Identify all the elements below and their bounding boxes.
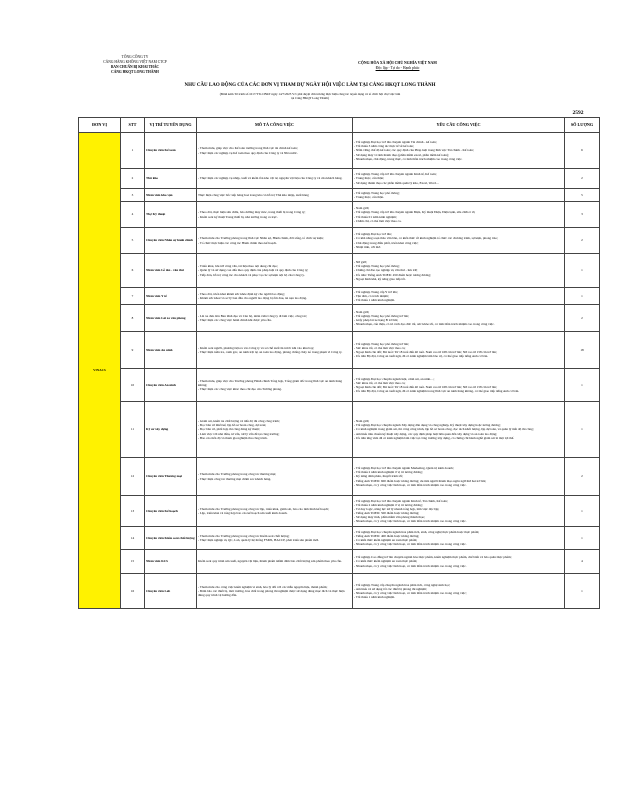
total-quantity: 2592 xyxy=(572,110,584,116)
document-subtitle xyxy=(0,92,620,100)
requirements-cell: - Tốt nghiệp Đại học chuyên ngành luật, cảnh sát, an ninh…; - Sức khỏe tốt, có thể làm việc theo ca; - Ngoại hình cân đối; Đủ tuổi: Từ 18 tuổi đến 40 tuổi. Nam cao từ 168 cm trở lên; Nữ cao từ 158 cm trở lên; - Ưu tiên Bộ đội, Công an xuất ngũ, đã có kinh nghiệm trong lĩnh vực an ninh hàng không, có thể giao tiếp tiếng Anh cơ bản. xyxy=(353,369,565,402)
table-row xyxy=(79,288,600,305)
stt-cell: 4 xyxy=(121,202,145,228)
requirements-cell: - Tốt nghiệp Trung cấp trở lên chuyên ngành Kinh tế, Kế toán; - Trung thực, cẩn thận; - Sử dụng thành thạo các phần mềm quản lý kho, Excel, Word… xyxy=(353,169,565,189)
requirements-cell: - Tốt nghiệp Đại học trở lên chuyên ngành Tài chính - kế toán; - Tối thiểu 3 năm công tác thực tế về kế toán; - Nắm vững chế độ kế toán; các quy định của Pháp luật trong lĩnh vực Tài chính - Kế toán; - Sử dụng máy vi tính thành thạo (phần mềm excel, phần mềm kế toán); - Nhanh nhẹn, chủ động, trung thực, có tinh thần trách nhiệm cao trong công việc. xyxy=(353,133,565,169)
table-row xyxy=(79,133,600,169)
position-cell: Nhân viên Lái xe văn phòng xyxy=(145,305,197,332)
table-row xyxy=(79,228,600,254)
stt-cell: 11 xyxy=(121,402,145,458)
description-cell: - Tham mưu cho Trưởng phòng trong công tác Kiểm soát chất lượng; - Thực hiện nghiệp vụ QC, Lab, quản lý hệ thống FSMS, HACCP, phát triển sản phẩm mới. xyxy=(197,527,353,550)
description-cell: - Thực hiện các nghiệp vụ nhập, xuất và kiểm tồn kho vật tư, nguyên vật liệu của Công ty và của khách hàng. xyxy=(197,169,353,189)
description-cell: - Theo dõi, triển khai khám sức khỏe định kỳ cho người lao động; - Khám sức khoẻ và sơ lý ban đầu cho người lao động bị ốm đau, tai nạn lao động. xyxy=(197,288,353,305)
position-cell: Chuyên viên Kế hoạch xyxy=(145,496,197,527)
requirements-cell: - Tốt nghiệp Trung học phổ thông; - Trung thực, cẩn thận. xyxy=(353,189,565,202)
quantity-cell: 1 xyxy=(565,254,600,288)
quantity-cell: 6 xyxy=(565,133,600,169)
requirements-cell: - Tốt nghiệp Đại học chuyên ngành hóa phân tích, sinh, công nghệ thực phẩm hoặc thực phẩm; - Tiếng Anh TOEIC 400 điểm hoặc tương đương; - Có kiến thức kiểm nghiệm an toàn thực phẩm; - Nhanh nhẹn, có ý công việc linh hoạt, có tinh thần trách nhiệm cao trong công việc. xyxy=(353,527,565,550)
col-header-description: MÔ TẢ CÔNG VIỆC xyxy=(197,118,353,133)
description-cell: Kiểm soát quy trình sản xuất, nguyên vật liệu, thành phẩm nhằm đảm bảo chất lượng sản phẩm theo yêu cầu. xyxy=(197,550,353,574)
stt-cell: 16 xyxy=(121,574,145,609)
table-row xyxy=(79,169,600,189)
position-cell: Nhân viên kho vận xyxy=(145,189,197,202)
col-header-requirements: YÊU CẦU CÔNG VIỆC xyxy=(353,118,565,133)
table-row xyxy=(79,332,600,369)
description-cell: - Giám sát, kiểm tra chất lượng và tiến độ thi công công trình; - Đọc bản vẽ thiết kế, lập hồ sơ hoàn công, dự toán; - Đọc bản vẽ, phối hợp thi công đúng kỹ thuật; - Làm việc với nhà thầu, tư vấn, xử lý vấn đề tại công trường; - Báo cáo tiến độ và tham gia nghiệm thu công trình. xyxy=(197,402,353,458)
stt-cell: 6 xyxy=(121,254,145,288)
table-header-row xyxy=(79,118,600,133)
requirements-cell: - Tốt nghiệp Đại học trở lên chuyên ngành Kinh tế, Tài chính, Kế toán; - Tối thiểu 2 năm kinh nghiệm ở vị trí tương đương; - Tư duy logic, năng lực xử lý nhanh tổng hợp, làm việc độc lập; - Tiếng Anh TOEIC 500 điểm hoặc tương đương; - Sử dụng máy tính, phần mềm văn phòng thành thạo; - Nhanh nhẹn, có ý công việc linh hoạt, có tinh thần trách nhiệm cao trong công việc. xyxy=(353,496,565,527)
col-header-quantity: SỐ LƯỢNG xyxy=(565,118,600,133)
description-cell: - Tham mưu cho Trưởng phòng trong công tác lập, triển khai, giám sát, báo cáo tình hình kế hoạch; - Lập, triển khai và tổng hợp báo cáo kế hoạch sản xuất kinh doanh. xyxy=(197,496,353,527)
col-header-stt: STT xyxy=(121,118,145,133)
position-cell: Nhân viên KCS xyxy=(145,550,197,574)
description-cell: - Lái xe đưa đón Ban lãnh đạo và Cán bộ, nhân viên Công ty đi làm việc, công tác; - Thực hiện các công việc hành chính khi được yêu cầu. xyxy=(197,305,353,332)
col-header-position: VỊ TRÍ TUYỂN DỤNG xyxy=(145,118,197,133)
stt-cell: 13 xyxy=(121,496,145,527)
quantity-cell: 2 xyxy=(565,305,600,332)
table-row xyxy=(79,202,600,228)
document-title: NHU CẦU LAO ĐỘNG CỦA CÁC ĐƠN VỊ THAM DỰ NGÀY HỘI VIỆC LÀM TẠI CẢNG HKQT LONG THÀNH xyxy=(184,83,436,88)
issuer-line-4: CẢNG HKQT LONG THÀNH xyxy=(111,70,159,74)
requirements-cell: - Tốt nghiệp Trung cấp chuyên ngành hóa phân tích, công nghệ sinh học; - Am hiểu và sử dụng tốt các thiết bị phòng thí nghiệm; - Nhanh nhẹn, có ý công việc linh hoạt, có tinh thần trách nhiệm cao trong công việc; - Tối thiểu 1 năm kinh nghiệm. xyxy=(353,574,565,609)
description-cell: Thực hiện công việc bốc xếp hàng hoá trong kho và hỗ trợ Thủ kho nhập, xuất hàng xyxy=(197,189,353,202)
quantity-cell: 4 xyxy=(565,550,600,574)
table-row xyxy=(79,458,600,496)
stt-cell: 12 xyxy=(121,458,145,496)
requirements-cell: - Nam giới; - Tốt nghiệp Trung cấp trở lên chuyên ngành Điện, Kỹ thuật Điện, Điện lạnh, sửa chữa ô tô; - Tối thiểu 01 năm kinh nghiệm; - Chăm chỉ, có thể làm việc theo ca. xyxy=(353,202,565,228)
requirements-cell: - Nam giới; - Tốt nghiệp Đại học chuyên ngành Xây dựng dân dụng và công nghiệp, Kỹ thuật xây dựng hoặc tương đương; - Có kinh nghiệm trong giám sát, thi công công trình, lập hồ sơ hoàn công, đọc tách khối lượng, lập dự toán, và quản lý tiến độ thi công; - Am hiểu tiêu chuẩn kỹ thuật xây dựng, các quy định pháp luật liên quan đến xây dựng và an toàn lao động; - Ưu tiên ứng viên đã có kinh nghiệm làm việc tại công trường xây dựng, có chứng chỉ hành nghề giám sát là một lợi thế. xyxy=(353,402,565,458)
position-cell: Chuyên viên An ninh xyxy=(145,369,197,402)
position-cell: Nhân viên An ninh xyxy=(145,332,197,369)
position-cell: Chuyên viên Lab xyxy=(145,574,197,609)
description-cell: - Tham mưu, giúp việc cho Kế toán trưởng trong lĩnh vực tài chính kế toán; - Thực hiện các nghiệp vụ Kế toán theo quy định của Công ty và Nhà nước. xyxy=(197,133,353,169)
position-cell: Chuyên viên Kiểm soát chất lượng xyxy=(145,527,197,550)
stt-cell: 2 xyxy=(121,169,145,189)
description-cell: - Tham mưu cho Trưởng phòng trong công tác thương mại; - Thực hiện công tác thương mại chăm sóc khách hàng. xyxy=(197,458,353,496)
quantity-cell: 2 xyxy=(565,169,600,189)
description-cell: - Tham mưu cho công việc kiểm nghiệm vi sinh, hóa lý đối với các mẫu nguyên liệu, thành phẩm; - Đảm bảo các thiết bị, môi trường, hóa chất trong phòng thí nghiệm được sử dụng đúng mục đích và thực hiện đúng quy trình vệ hướng dẫn. xyxy=(197,574,353,609)
stt-cell: 7 xyxy=(121,288,145,305)
table-body xyxy=(79,133,600,609)
issuer-line-2: CẢNG HÀNG KHÔNG VIỆT NAM CTCP xyxy=(103,60,167,64)
requirements-cell: - Tốt nghiệp Trung cấp Y trở lên; - Tận tâm, có trách nhiệm; - Tối thiểu 1 năm kinh nghiệm. xyxy=(353,288,565,305)
quantity-cell: 18 xyxy=(565,332,600,369)
description-cell: - Kiểm soát người, phương tiện ra vào Công ty và sơ chế xuất ăn trước khi vào khu bay; - Thực hiện tuần tra, canh gác, an ninh trật tự, an toàn lao động, phòng chống cháy nổ trong phạm vi Công ty. xyxy=(197,332,353,369)
unit-cell: VINACS xyxy=(79,133,121,609)
table-row xyxy=(79,574,600,609)
requirements-cell: - Nữ giới; - Tốt nghiệp Trung học phổ thông; - Chứng chỉ đào tạo nghiệp vụ văn thư - lưu trữ; - Ưu tiên: Tiếng Anh TOEIC 450 điểm hoặc tương đương; - Ngoại hình khá, kỹ năng giao tiếp tốt. xyxy=(353,254,565,288)
quantity-cell: 2 xyxy=(565,228,600,254)
table-row xyxy=(79,402,600,458)
national-name: CỘNG HÒA XÃ HỘI CHỦ NGHĨA VIỆT NAM xyxy=(358,61,437,65)
quantity-cell: 1 xyxy=(565,288,600,305)
stt-cell: 3 xyxy=(121,189,145,202)
stt-cell: 1 xyxy=(121,133,145,169)
table-row xyxy=(79,305,600,332)
description-cell: - Tham mưu cho Trưởng phòng trong lĩnh vực Nhân sự, Hành chính, đời sống, tổ chức sự kiện; - Tổ chức thực hiện các công tác Hành chính theo kế hoạch. xyxy=(197,228,353,254)
table-row xyxy=(79,369,600,402)
quantity-cell: 3 xyxy=(565,202,600,228)
quantity-cell: 1 xyxy=(565,527,600,550)
table-row xyxy=(79,527,600,550)
issuer-line-3: BAN CHUẨN BỊ KHAI THÁC xyxy=(110,65,160,69)
quantity-cell: 1 xyxy=(565,402,600,458)
quantity-cell: 1 xyxy=(565,496,600,527)
requirements-cell: - Nam giới; - Tốt nghiệp Trung học phổ thông trở lên; - Giấy phép lái xe hạng B trở lên; - Nhanh nhẹn, cẩn thận, có tư cách đạo đức tốt, sức khỏe tốt, có tinh thần trách nhiệm cao trong công việc. xyxy=(353,305,565,332)
position-cell: Thủ kho xyxy=(145,169,197,189)
stt-cell: 15 xyxy=(121,550,145,574)
requirements-cell: - Tốt nghiệp Đại học trở lên chuyên ngành Marketing, Quản trị kinh doanh; - Tối thiểu 2 năm kinh nghiệm ở vị trí tương đương; - Kỹ năng đàm phán, thuyết trình tốt; - Tiếng Anh TOEIC 600 điểm hoặc tương đương; ưu tiên người thành thạo ngôn ngữ thứ hai trở lên; - Nhanh nhẹn, có ý công việc linh hoạt, có tinh thần trách nhiệm cao trong công việc. xyxy=(353,458,565,496)
subtitle-line-1: (Đính kèm Tờ trình số 1017/TTr-CBKT ngày 14/7/2025 V/v phê duyệt chủ trương thực hiện công tác tuyển dụng và tổ chức hội chợ việc làm xyxy=(219,92,401,96)
position-cell: Kỹ sư xây dựng xyxy=(145,402,197,458)
stt-cell: 10 xyxy=(121,369,145,402)
recruitment-table xyxy=(78,117,600,609)
position-cell: Chuyên viên Nhân sự hành chính xyxy=(145,228,197,254)
stt-cell: 9 xyxy=(121,332,145,369)
table-row xyxy=(79,550,600,574)
description-cell: - Theo dõi, thực hiện sửa chữa, bảo dưỡng máy móc, trang thiết bị trong Công ty; - Kiểm soát kỹ thuật Trang thiết bị, nhà xưởng trong ca trực. xyxy=(197,202,353,228)
quantity-cell: 2 xyxy=(565,458,600,496)
requirements-cell: - Tốt nghiệp Trung học phổ thông trở lên; - Sức khỏe tốt, có thể làm việc theo ca; - Ngoại hình cân đối; Đủ tuổi: Từ 18 tuổi đến 40 tuổi. Nam cao từ 168 cm trở lên; Nữ cao từ 158 cm trở lên; - Ưu tiên Bộ đội, Công an xuất ngũ, đã có kinh nghiệm làm bảo vệ, có thể giao tiếp tiếng Anh cơ bản. xyxy=(353,332,565,369)
quantity-cell: 1 xyxy=(565,369,600,402)
position-cell: Thợ Kỹ thuật xyxy=(145,202,197,228)
requirements-cell: - Tốt nghiệp Đại học trở lên; - Có khả năng soạn thảo văn bản, có kiến thức về kinh nghiệm tổ chức các chương trình, sự kiện, phong trào; - Chủ động trong điều phối, triển khai công việc; - Nhiệt tình, cởi mở. xyxy=(353,228,565,254)
issuer-block xyxy=(60,55,210,75)
description-cell: - Triển khai, lưu trữ công văn, tài liệu theo nội dung chỉ đạo; - Quản lý và sử dụng con dấu theo quy định của pháp luật và quy định của Công ty; - Tiếp đón, hỗ trợ công tác cho khách và phục vụ các sự kiện nội bộ của Công ty. xyxy=(197,254,353,288)
position-cell: Nhân viên Y tế xyxy=(145,288,197,305)
table-row xyxy=(79,189,600,202)
col-header-unit: ĐƠN VỊ xyxy=(79,118,121,133)
requirements-cell: - Tốt nghiệp Cao đẳng trở lên chuyên ngành hóa thực phẩm, kiểm nghiệm thực phẩm, chế biến và bảo quản thực phẩm; - Có kiến thức kiểm nghiệm an toàn thực phẩm; - Nhanh nhẹn, có ý công việc linh hoạt, có tinh thần trách nhiệm cao trong công việc. xyxy=(353,550,565,574)
position-cell: Chuyên viên Kế toán xyxy=(145,133,197,169)
table-row xyxy=(79,254,600,288)
quantity-cell: 1 xyxy=(565,574,600,609)
position-cell: Chuyên viên Thương mại xyxy=(145,458,197,496)
stt-cell: 8 xyxy=(121,305,145,332)
stt-cell: 14 xyxy=(121,527,145,550)
national-motto: Độc lập - Tự do - Hạnh phúc xyxy=(375,66,420,70)
description-cell: - Tham mưu, giúp việc cho Trưởng phòng Hành chính Tổng hợp, Tổng giám đốc trong lĩnh vực an ninh hàng không; - Thực hiện các công việc khác theo chỉ đạo của Trưởng phòng. xyxy=(197,369,353,402)
subtitle-line-2: tại Cảng HKQT Long Thành) xyxy=(291,96,329,101)
national-header xyxy=(325,61,470,71)
quantity-cell: 5 xyxy=(565,189,600,202)
stt-cell: 5 xyxy=(121,228,145,254)
issuer-line-1: TỔNG CÔNG TY xyxy=(121,55,149,59)
table-row xyxy=(79,496,600,527)
position-cell: Nhân viên Lễ tân - văn thư xyxy=(145,254,197,288)
